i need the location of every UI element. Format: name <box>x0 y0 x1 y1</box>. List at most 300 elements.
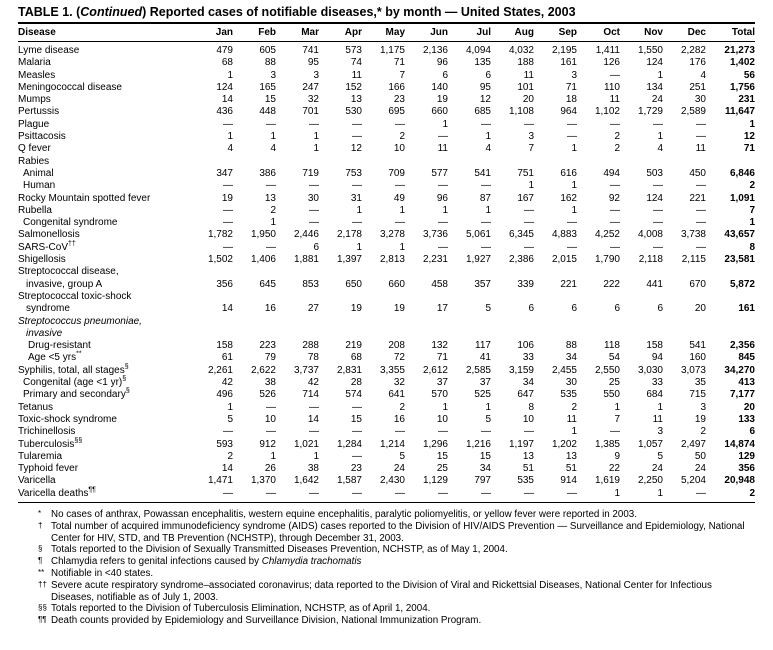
column-header: Oct <box>577 24 620 42</box>
month-value-cell: 741 <box>302 45 319 56</box>
month-value-cell: 49 <box>393 192 405 204</box>
month-value-cell: 2,178 <box>336 229 362 241</box>
month-value-cell: 3 <box>657 426 663 438</box>
disease-label <box>18 254 190 266</box>
month-value-cell: 964 <box>560 106 577 118</box>
month-value-cell: 2,622 <box>250 364 276 376</box>
footnote <box>38 521 755 545</box>
month-value-cell: 10 <box>264 413 276 425</box>
month-value-cell: — <box>481 217 491 229</box>
month-value-cell: 17 <box>436 303 448 315</box>
month-value-cell: 1,550 <box>637 45 663 56</box>
month-value-cell: — <box>309 118 319 130</box>
month-value-cell: — <box>610 204 620 216</box>
total-value-cell: 6,846 <box>729 167 755 179</box>
month-value-cell: — <box>319 488 362 503</box>
month-value-cell: 753 <box>345 167 362 179</box>
total-value-cell: 34,270 <box>724 364 755 376</box>
disease-label-text: Pertussis <box>18 106 60 118</box>
month-value-cell <box>577 316 620 341</box>
disease-label-text: syndrome <box>26 303 70 315</box>
month-value-cell: 14 <box>307 413 319 425</box>
footnote-text <box>51 556 755 568</box>
total-value-cell: 6 <box>749 426 755 438</box>
month-value-cell: 1 <box>485 131 491 143</box>
month-value-cell: 3,073 <box>680 364 706 376</box>
month-value-cell: 15 <box>436 450 448 462</box>
month-value-cell: 11 <box>437 143 448 155</box>
table-row <box>18 94 755 106</box>
table-row <box>18 242 755 254</box>
month-value-cell: — <box>405 488 448 503</box>
month-value-cell: 2 <box>399 401 405 413</box>
total-value-cell: 2 <box>706 488 755 503</box>
footnote-text <box>51 521 755 545</box>
month-value-cell: 6,345 <box>508 229 534 241</box>
month-value-cell: — <box>395 217 405 229</box>
month-value-cell: — <box>223 426 233 438</box>
disease-label-text: Congenital syndrome <box>23 217 118 229</box>
disease-label-text: Salmonellosis <box>18 229 80 241</box>
disease-label-text: invasive <box>26 327 63 339</box>
table-row <box>18 131 755 143</box>
month-value-cell: 570 <box>431 389 448 401</box>
month-value-cell: 4 <box>700 69 706 81</box>
footnote-reference: †† <box>68 240 76 248</box>
month-value-cell: 6 <box>528 303 534 315</box>
month-value-cell: — <box>567 241 577 253</box>
footnote-text-part: Death counts provided by Epidemiology and Surveillance Division, National Immunization Program. <box>51 615 482 627</box>
month-value-cell: 30 <box>694 94 706 106</box>
total-value-cell: 161 <box>738 303 755 315</box>
disease-label-text: Q fever <box>18 143 51 155</box>
footnote <box>38 568 755 580</box>
footnote-marker: § <box>38 544 43 554</box>
month-value-cell: — <box>352 401 362 413</box>
column-header: Disease <box>18 24 190 42</box>
month-value-cell: 503 <box>646 167 663 179</box>
disease-label-text: Measles <box>18 69 56 81</box>
month-value-cell: — <box>266 180 276 192</box>
month-value-cell: 1 <box>571 180 577 192</box>
month-value-cell: 1 <box>356 204 362 216</box>
month-value-cell: 2 <box>227 450 233 462</box>
disease-label-text: Plague <box>18 118 50 130</box>
month-value-cell: 670 <box>689 278 706 290</box>
month-value-cell: 1 <box>227 401 233 413</box>
total-value-cell: 845 <box>738 352 755 364</box>
footnote <box>38 615 755 627</box>
month-value-cell: 1 <box>657 131 663 143</box>
month-value-cell: 27 <box>307 303 319 315</box>
month-value-cell: 79 <box>264 352 276 364</box>
month-value-cell: — <box>663 488 706 503</box>
disease-label <box>18 217 190 229</box>
month-value-cell: 386 <box>259 167 276 179</box>
month-value-cell: 140 <box>431 81 448 93</box>
table-header-row <box>18 24 755 42</box>
table-row <box>18 414 755 426</box>
month-value-cell: 715 <box>689 389 706 401</box>
month-value-cell: 1,385 <box>594 438 620 450</box>
month-value-cell: 160 <box>689 352 706 364</box>
disease-label-text: Congenital (age <1 yr) <box>23 377 123 389</box>
month-value-cell: 24 <box>651 463 663 475</box>
month-value-cell: 78 <box>307 352 319 364</box>
month-value-cell: 496 <box>216 389 233 401</box>
month-value-cell: — <box>653 217 663 229</box>
month-value-cell <box>448 316 491 341</box>
disease-label-text: Mumps <box>18 94 51 106</box>
table-row <box>18 475 755 487</box>
month-value-cell: 1,471 <box>207 475 233 487</box>
footnote-reference: § <box>125 387 130 395</box>
month-value-cell: 4 <box>657 143 663 155</box>
month-value-cell: 2 <box>614 143 620 155</box>
month-value-cell: — <box>481 118 491 130</box>
disease-label <box>18 365 190 377</box>
total-value-cell: 2 <box>749 180 755 192</box>
month-value-cell <box>534 156 577 168</box>
month-value-cell: 1,881 <box>293 254 319 266</box>
month-value-cell: 110 <box>604 81 620 93</box>
disease-label <box>18 402 190 414</box>
month-value-cell: — <box>653 204 663 216</box>
month-value-cell: 912 <box>259 438 276 450</box>
footnote-text <box>51 544 755 556</box>
table-row <box>18 365 755 377</box>
month-value-cell: 1,129 <box>422 475 448 487</box>
month-value-cell: 4 <box>227 143 233 155</box>
month-value-cell: 577 <box>431 167 448 179</box>
month-value-cell: 2,015 <box>551 254 577 266</box>
month-value-cell: — <box>653 241 663 253</box>
disease-label-text: Trichinellosis <box>18 426 76 438</box>
month-value-cell: 1,197 <box>508 438 534 450</box>
month-value-cell: 134 <box>646 81 663 93</box>
disease-label <box>18 389 190 401</box>
footnote-reference: § <box>122 375 127 383</box>
month-value-cell: 35 <box>694 377 706 389</box>
month-value-cell: 20 <box>694 303 706 315</box>
month-value-cell: 1,587 <box>336 475 362 487</box>
month-value-cell <box>319 316 362 341</box>
month-value-cell: 10 <box>393 143 405 155</box>
month-value-cell: 124 <box>646 57 663 69</box>
month-value-cell: 4 <box>270 143 276 155</box>
disease-label <box>18 156 190 168</box>
disease-label-text: Lyme disease <box>18 45 80 56</box>
month-value-cell: 2 <box>270 204 276 216</box>
disease-label <box>18 131 190 143</box>
month-value-cell: 1 <box>657 401 663 413</box>
notifiable-diseases-table <box>18 24 755 503</box>
month-value-cell: 11 <box>652 413 663 425</box>
month-value-cell: 3,030 <box>637 364 663 376</box>
month-value-cell: 4 <box>485 143 491 155</box>
month-value-cell: 14 <box>221 94 233 106</box>
month-value-cell <box>233 316 276 341</box>
disease-label <box>18 439 190 451</box>
disease-label-text: Toxic-shock syndrome <box>18 413 117 425</box>
month-value-cell: — <box>653 180 663 192</box>
month-value-cell: 339 <box>517 278 534 290</box>
month-value-cell: 525 <box>474 389 491 401</box>
month-value-cell: 11 <box>523 69 534 81</box>
month-value-cell: 14 <box>221 303 233 315</box>
disease-label <box>18 229 190 241</box>
month-value-cell: — <box>438 241 448 253</box>
footnote-text <box>51 509 755 521</box>
month-value-cell <box>405 156 448 168</box>
month-value-cell: 1 <box>577 488 620 503</box>
month-value-cell: — <box>696 118 706 130</box>
disease-label <box>18 266 190 291</box>
month-value-cell: 33 <box>651 377 663 389</box>
month-value-cell: 526 <box>259 389 276 401</box>
month-value-cell: 5 <box>485 303 491 315</box>
month-value-cell: — <box>481 180 491 192</box>
month-value-cell: 15 <box>264 94 276 106</box>
month-value-cell: 1,057 <box>637 438 663 450</box>
month-value-cell: — <box>448 488 491 503</box>
month-value-cell: 13 <box>350 94 362 106</box>
month-value-cell: 541 <box>474 167 491 179</box>
footnote <box>38 509 755 521</box>
footnote-text-part: Severe acute respiratory syndrome–associated coronavirus; data reported to the Division of Viral and Rickettsial Diseases, National Center for Infectious Diseases, notifiable as of July 1, 2003. <box>51 579 712 603</box>
month-value-cell: — <box>276 488 319 503</box>
total-value-cell: 12 <box>743 131 755 143</box>
table-row <box>18 70 755 82</box>
total-value-cell: 8 <box>749 241 755 253</box>
month-value-cell: 42 <box>221 377 233 389</box>
disease-label-text: Drug-resistant <box>28 340 91 352</box>
footnote-text <box>51 603 755 615</box>
month-value-cell: 3 <box>270 69 276 81</box>
column-header: May <box>362 24 405 42</box>
month-value-cell: 16 <box>264 303 276 315</box>
disease-label-text: Meningococcal disease <box>18 81 122 93</box>
month-value-cell: 3,355 <box>379 364 405 376</box>
month-value-cell: 1,397 <box>336 254 362 266</box>
month-value-cell: — <box>567 131 577 143</box>
disease-label-text: Animal <box>23 167 54 179</box>
total-value-cell: 2,356 <box>729 340 755 352</box>
month-value-cell: — <box>309 426 319 438</box>
month-value-cell: — <box>610 241 620 253</box>
month-value-cell: 1 <box>528 180 534 192</box>
month-value-cell: 167 <box>517 192 534 204</box>
month-value-cell: — <box>352 217 362 229</box>
month-value-cell: 1 <box>442 401 448 413</box>
total-value-cell <box>706 156 755 168</box>
month-value-cell: 1 <box>571 204 577 216</box>
month-value-cell <box>577 156 620 168</box>
table-row <box>18 82 755 94</box>
month-value-cell: 6 <box>614 303 620 315</box>
month-value-cell: 853 <box>302 278 319 290</box>
month-value-cell: — <box>352 426 362 438</box>
month-value-cell: 223 <box>259 340 276 352</box>
month-value-cell: 1,729 <box>637 106 663 118</box>
month-value-cell: — <box>309 401 319 413</box>
month-value-cell: — <box>438 426 448 438</box>
month-value-cell: 3 <box>313 69 319 81</box>
month-value-cell: 222 <box>603 278 620 290</box>
month-value-cell: 1,202 <box>551 438 577 450</box>
month-value-cell: 19 <box>393 303 405 315</box>
month-value-cell: 660 <box>431 106 448 118</box>
month-value-cell: 34 <box>522 377 534 389</box>
month-value-cell: 8 <box>528 401 534 413</box>
disease-label-text: Malaria <box>18 57 51 69</box>
month-value-cell: 288 <box>302 340 319 352</box>
disease-label <box>18 180 190 192</box>
month-value-cell: 19 <box>436 94 448 106</box>
month-value-cell: — <box>696 180 706 192</box>
total-value-cell: 20,948 <box>724 475 755 487</box>
table-row <box>18 254 755 266</box>
month-value-cell <box>491 316 534 341</box>
disease-label <box>18 143 190 155</box>
month-value-cell: 221 <box>560 278 577 290</box>
month-value-cell: 19 <box>221 192 233 204</box>
month-value-cell: 11 <box>609 94 620 106</box>
month-value-cell: 10 <box>522 413 534 425</box>
month-value-cell <box>276 316 319 341</box>
month-value-cell: — <box>696 204 706 216</box>
month-value-cell: — <box>534 488 577 503</box>
month-value-cell: 6 <box>485 69 491 81</box>
month-value-cell: 574 <box>345 389 362 401</box>
month-value-cell: — <box>190 488 233 503</box>
month-value-cell: 6 <box>442 69 448 81</box>
month-value-cell: 22 <box>608 463 620 475</box>
month-value-cell: 1 <box>227 131 233 143</box>
month-value-cell: 1 <box>571 426 577 438</box>
month-value-cell: 208 <box>388 340 405 352</box>
month-value-cell <box>276 156 319 168</box>
month-value-cell <box>319 156 362 168</box>
month-value-cell: 87 <box>479 192 491 204</box>
month-value-cell: 188 <box>517 57 534 69</box>
month-value-cell: 2,282 <box>680 45 706 56</box>
month-value-cell: 132 <box>431 340 448 352</box>
month-value-cell: 2,430 <box>379 475 405 487</box>
table-row <box>18 316 755 341</box>
month-value-cell: 11 <box>695 143 706 155</box>
month-value-cell: 117 <box>475 340 491 352</box>
month-value-cell: 714 <box>302 389 319 401</box>
footnote-marker: ** <box>38 567 45 577</box>
total-value-cell: 1 <box>749 118 755 130</box>
month-value-cell: 436 <box>216 106 233 118</box>
month-value-cell: — <box>223 217 233 229</box>
disease-label <box>18 242 190 254</box>
disease-label <box>18 352 190 364</box>
month-value-cell: 7 <box>399 69 405 81</box>
month-value-cell: 42 <box>307 377 319 389</box>
table-row <box>18 143 755 155</box>
month-value-cell: 541 <box>689 340 706 352</box>
month-value-cell: — <box>481 426 491 438</box>
month-value-cell: 11 <box>351 69 362 81</box>
month-value-cell: 6 <box>313 241 319 253</box>
month-value-cell: — <box>352 450 362 462</box>
total-value-cell: 23,581 <box>724 254 755 266</box>
month-value-cell: 5,061 <box>465 229 491 241</box>
month-value-cell: 2,118 <box>638 254 663 266</box>
month-value-cell: 51 <box>565 463 577 475</box>
footnote-marker: † <box>38 520 43 530</box>
table-row <box>18 57 755 69</box>
month-value-cell: 19 <box>694 413 706 425</box>
month-value-cell: 1,021 <box>293 438 319 450</box>
footnote-reference: §§ <box>74 437 83 445</box>
month-value-cell: 23 <box>393 94 405 106</box>
column-header: Sep <box>534 24 577 42</box>
month-value-cell: 357 <box>474 278 491 290</box>
table-title-continued: Continued <box>80 5 143 19</box>
table-row <box>18 389 755 401</box>
month-value-cell: 24 <box>393 463 405 475</box>
month-value-cell: 19 <box>350 303 362 315</box>
month-value-cell: 124 <box>216 81 233 93</box>
month-value-cell: 2,231 <box>422 254 448 266</box>
month-value-cell: 2,813 <box>379 254 405 266</box>
column-header: Jan <box>190 24 233 42</box>
month-value-cell: 18 <box>565 94 577 106</box>
month-value-cell: 2,195 <box>551 45 577 56</box>
disease-label-text: Rocky Mountain spotted fever <box>18 192 151 204</box>
month-value-cell: 450 <box>689 167 706 179</box>
month-value-cell: 5 <box>399 450 405 462</box>
month-value-cell: 2,386 <box>508 254 534 266</box>
month-value-cell: 797 <box>474 475 491 487</box>
month-value-cell: 124 <box>646 192 663 204</box>
table-row <box>18 229 755 241</box>
month-value-cell: 1,619 <box>594 475 620 487</box>
footnote-text <box>51 615 755 627</box>
column-header: Apr <box>319 24 362 42</box>
month-value-cell: 3 <box>571 69 577 81</box>
month-value-cell: 61 <box>221 352 233 364</box>
month-value-cell: 605 <box>259 45 276 56</box>
month-value-cell: 2,446 <box>293 229 319 241</box>
month-value-cell: — <box>524 118 534 130</box>
table-body <box>18 42 755 503</box>
month-value-cell: — <box>438 217 448 229</box>
month-value-cell: 6 <box>571 303 577 315</box>
month-value-cell: — <box>233 488 276 503</box>
month-value-cell: 2,250 <box>637 475 663 487</box>
month-value-cell: 550 <box>603 389 620 401</box>
disease-label-text: Syphilis, total, all stages <box>18 364 125 376</box>
disease-label-text: Human <box>23 180 56 192</box>
month-value-cell: — <box>352 180 362 192</box>
disease-label <box>18 488 190 503</box>
month-value-cell: — <box>395 118 405 130</box>
month-value-cell: — <box>395 180 405 192</box>
month-value-cell: 650 <box>345 278 362 290</box>
month-value-cell: 1 <box>313 143 319 155</box>
month-value-cell: 15 <box>479 450 491 462</box>
month-value-cell: 1 <box>571 143 577 155</box>
table-title-rest: ) Reported cases of notifiable diseases,* by month — United States, 2003 <box>142 5 576 19</box>
footnote-marker: †† <box>38 579 47 589</box>
month-value-cell: 72 <box>393 352 405 364</box>
month-value-cell <box>534 316 577 341</box>
